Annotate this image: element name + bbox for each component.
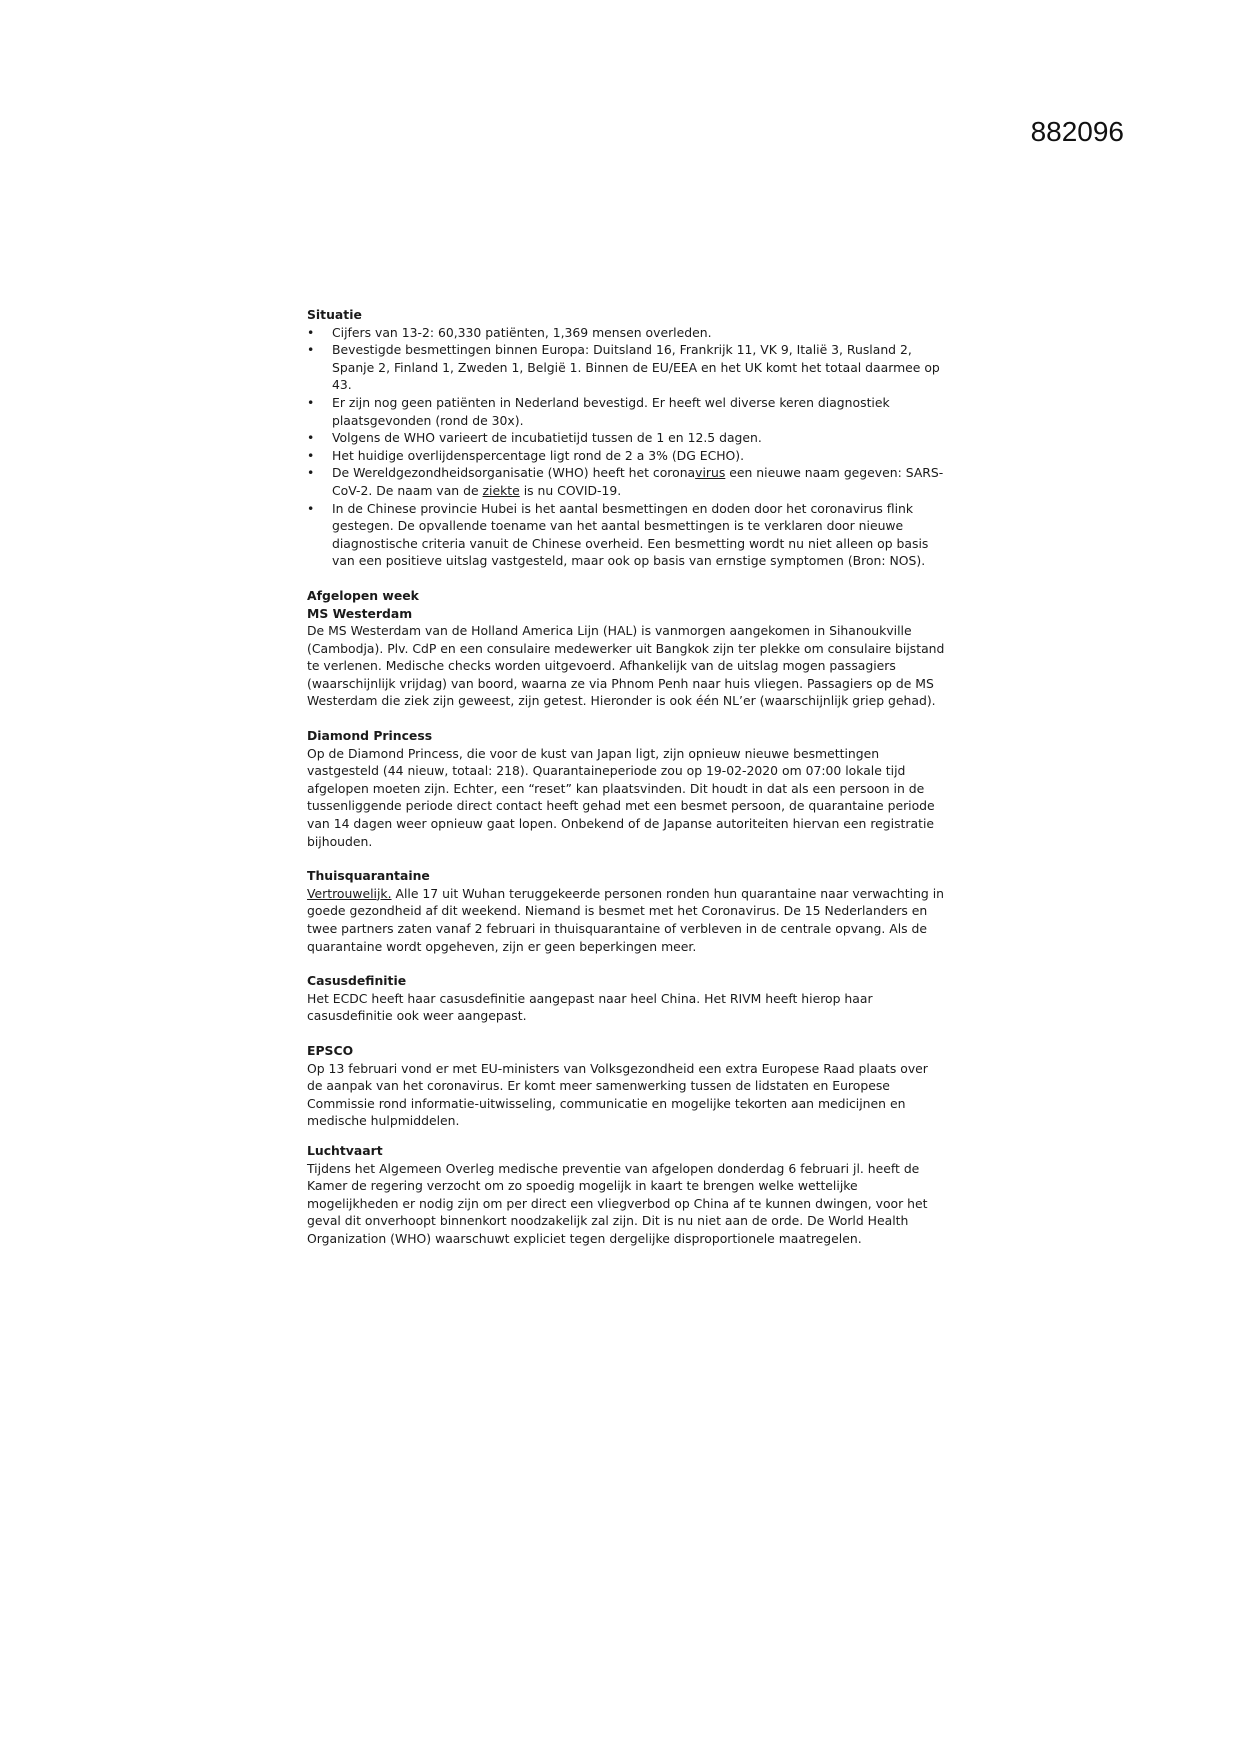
paragraph-ms-westerdam: De MS Westerdam van de Holland America Lijn (HAL) is vanmorgen aangekomen in Sihanoukville (Cambodja). Plv. CdP en een consulaire medewerker uit Bangkok zijn ter plekke om consulaire bijstand te verlenen. Medische checks worden uitgevoerd. Afhankelijk van de uitslag mogen passagiers (waarschijnlijk vrijdag) van boord, waarna ze via Phnom Penh naar huis vliegen. Passagiers op de MS Westerdam die ziek zijn geweest, zijn getest. Hieronder is ook één NL’er (waarschijnlijk griep gehad). [307, 623, 945, 709]
list-item: • Er zijn nog geen patiënten in Nederland bevestigd. Er heeft wel diverse keren diagnostiek plaatsgevonden (rond de 30x). [307, 394, 890, 428]
section-situatie [307, 306, 947, 570]
subheading-ms-westerdam: MS Westerdam [307, 605, 413, 621]
underlined-word: virus [695, 465, 726, 481]
underlined-word: ziekte [482, 482, 520, 498]
situatie-bullet-list [307, 324, 947, 570]
document-body [307, 306, 947, 1265]
document-number: 882096 [1030, 116, 1124, 147]
paragraph-casusdefinitie: Het ECDC heeft haar casusdefinitie aangepast naar heel China. Het RIVM heeft hierop haar casusdefinitie ook weer aangepast. [307, 990, 873, 1024]
bullet-icon: • [307, 342, 315, 358]
section-thuisquarantaine [307, 867, 947, 955]
section-heading-epsco: EPSCO [307, 1042, 354, 1058]
list-item: • Cijfers van 13-2: 60,330 patiënten, 1,369 mensen overleden. [307, 324, 712, 340]
section-heading-diamond-princess: Diamond Princess [307, 728, 433, 744]
section-afgelopen-week [307, 587, 947, 710]
paragraph-epsco: Op 13 februari vond er met EU-ministers van Volksgezondheid een extra Europese Raad plaats over de aanpak van het coronavirus. Er komt meer samenwerking tussen de lidstaten en Europese Commissie rond informatie-uitwisseling, communicatie en mogelijke tekorten aan medicijnen en medische hulpmiddelen. [307, 1060, 928, 1129]
bullet-icon: • [307, 394, 315, 410]
section-heading-afgelopen-week: Afgelopen week [307, 587, 419, 603]
section-heading-thuisquarantaine: Thuisquarantaine [307, 868, 430, 884]
section-heading-luchtvaart: Luchtvaart [307, 1142, 383, 1158]
bullet-icon: • [307, 430, 315, 446]
section-casusdefinitie [307, 972, 947, 1025]
section-luchtvaart [307, 1142, 947, 1248]
paragraph-luchtvaart: Tijdens het Algemeen Overleg medische preventie van afgelopen donderdag 6 februari jl. heeft de Kamer de regering verzocht om zo spoedig mogelijk in kaart te brengen welke wettelijke mogelijkheden er nodig zijn om per direct een vliegverbod op China af te kunnen dwingen, voor het geval dit onverhoopt binnenkort noodzakelijk zal zijn. Dit is nu niet aan de orde. De World Health Organization (WHO) waarschuwt expliciet tegen dergelijke disproportionele maatregelen. [307, 1160, 928, 1246]
list-item: • Bevestigde besmettingen binnen Europa: Duitsland 16, Frankrijk 11, VK 9, Italië 3, Rusland 2, Spanje 2, Finland 1, Zweden 1, België 1. Binnen de EU/EEA en het UK komt het totaal daarmee op 43. [307, 342, 940, 393]
section-epsco [307, 1042, 947, 1130]
section-diamond-princess [307, 727, 947, 850]
list-item: • Het huidige overlijdenspercentage ligt rond de 2 a 3% (DG ECHO). [307, 447, 745, 463]
list-item: • De Wereldgezondheidsorganisatie (WHO) heeft het coronavirus een nieuwe naam gegeven: SARS-CoV-2. De naam van de ziekte is nu COVID-19. [307, 465, 944, 498]
bullet-icon: • [307, 465, 315, 481]
section-heading-situatie: Situatie [307, 307, 362, 322]
paragraph-diamond-princess: Op de Diamond Princess, die voor de kust van Japan ligt, zijn opnieuw nieuwe besmettingen vastgesteld (44 nieuw, totaal: 218). Quarantaineperiode zou op 19-02-2020 om 07:00 lokale tijd afgelopen moeten zijn. Echter, een “reset” kan plaatsvinden. Dit houdt in dat als een persoon in de tussenliggende periode direct contact heeft gehad met een besmet persoon, de quarantaine periode van 14 dagen weer opnieuw gaat lopen. Onbekend of de Japanse autoriteiten hiervan een registratie bijhouden. [307, 745, 935, 849]
paragraph-thuisquarantaine: Vertrouwelijk. Alle 17 uit Wuhan teruggekeerde personen ronden hun quarantaine naar verwachting in goede gezondheid af dit weekend. Niemand is besmet met het Coronavirus. De 15 Nederlanders en twee partners zaten vanaf 2 februari in thuisquarantaine of verbleven in de centrale opvang. Als de quarantaine wordt opgeheven, zijn er geen beperkingen meer. [307, 885, 945, 954]
bullet-icon: • [307, 500, 315, 516]
list-item: • In de Chinese provincie Hubei is het aantal besmettingen en doden door het coronavirus flink gestegen. De opvallende toename van het aantal besmettingen is te verklaren door nieuwe diagnostische criteria vanuit de Chinese overheid. Een besmetting wordt nu niet alleen op basis van een positieve uitslag vastgesteld, maar ook op basis van ernstige symptomen (Bron: NOS). [307, 500, 929, 569]
list-item: • Volgens de WHO varieert de incubatietijd tussen de 1 en 12.5 dagen. [307, 430, 762, 446]
bullet-icon: • [307, 324, 315, 340]
bullet-icon: • [307, 447, 315, 463]
section-heading-casusdefinitie: Casusdefinitie [307, 973, 407, 989]
confidential-label: Vertrouwelijk. [307, 885, 392, 901]
